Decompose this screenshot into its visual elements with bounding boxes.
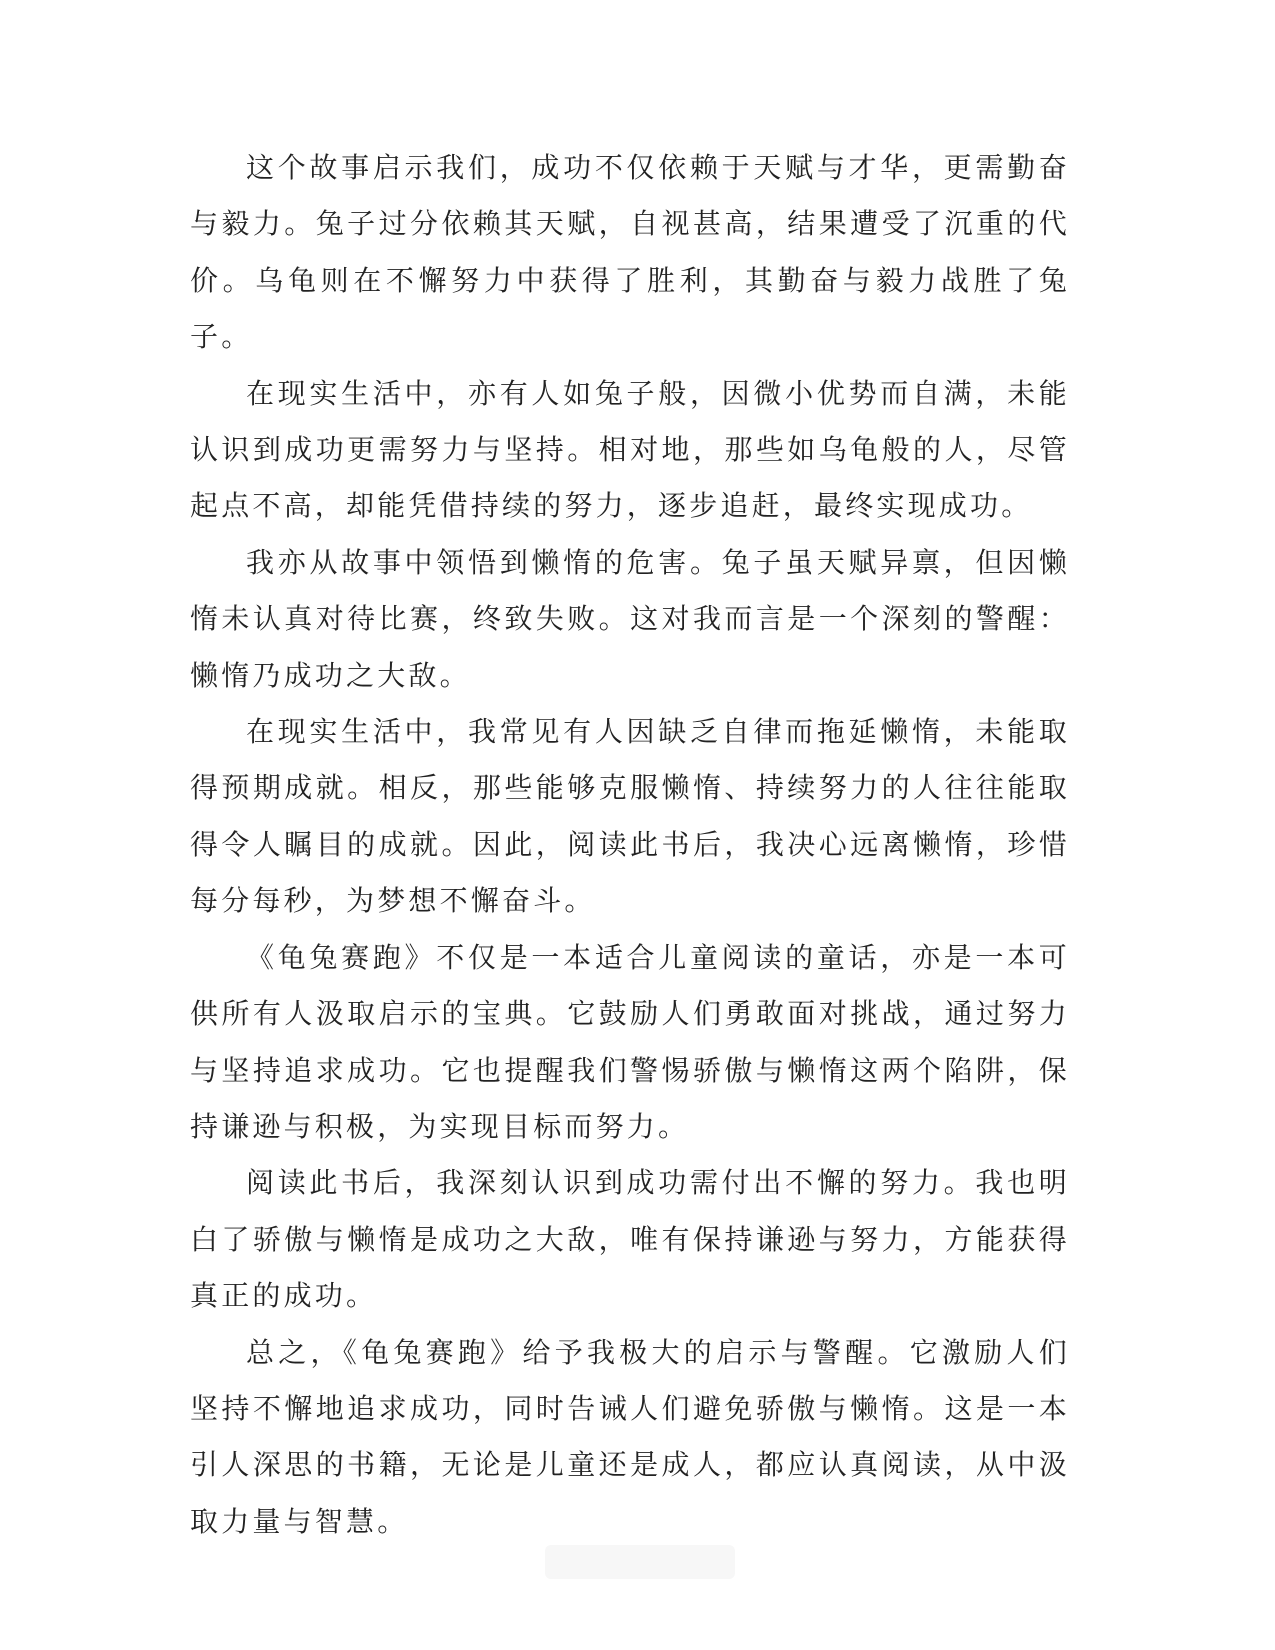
paragraph-5: 《龟兔赛跑》不仅是一本适合儿童阅读的童话，亦是一本可供所有人汲取启示的宝典。它鼓励人们勇敢面对挑战，通过努力与坚持追求成功。它也提醒我们警惕骄傲与懒惰这两个陷阱，保持谦逊与积极，为实现目标而努力。 — [190, 940, 1070, 1143]
paragraph-7: 总之，《龟兔赛跑》给予我极大的启示与警醒。它激励人们坚持不懈地追求成功，同时告诫人们避免骄傲与懒惰。这是一本引人深思的书籍，无论是儿童还是成人，都应认真阅读，从中汲取力量与智慧。 — [190, 1335, 1070, 1538]
paragraph-3: 我亦从故事中领悟到懒惰的危害。兔子虽天赋异禀，但因懒惰未认真对待比赛，终致失败。这对我而言是一个深刻的警醒：懒惰乃成功之大敌。 — [190, 545, 1070, 692]
paragraph-4: 在现实生活中，我常见有人因缺乏自律而拖延懒惰，未能取得预期成就。相反，那些能够克服懒惰、持续努力的人往往能取得令人瞩目的成就。因此，阅读此书后，我决心远离懒惰，珍惜每分每秒，为梦想不懈奋斗。 — [190, 715, 1070, 918]
faint-footer-mark — [545, 1545, 735, 1579]
paragraph-2: 在现实生活中，亦有人如兔子般，因微小优势而自满，未能认识到成功更需努力与坚持。相对地，那些如乌龟般的人，尽管起点不高，却能凭借持续的努力，逐步追赶，最终实现成功。 — [190, 376, 1070, 523]
document-body — [190, 140, 1070, 1550]
paragraph-6: 阅读此书后，我深刻认识到成功需付出不懈的努力。我也明白了骄傲与懒惰是成功之大敌，唯有保持谦逊与努力，方能获得真正的成功。 — [190, 1166, 1070, 1313]
paragraph-1: 这个故事启示我们，成功不仅依赖于天赋与才华，更需勤奋与毅力。兔子过分依赖其天赋，自视甚高，结果遭受了沉重的代价。乌龟则在不懈努力中获得了胜利，其勤奋与毅力战胜了兔子。 — [190, 151, 1070, 354]
